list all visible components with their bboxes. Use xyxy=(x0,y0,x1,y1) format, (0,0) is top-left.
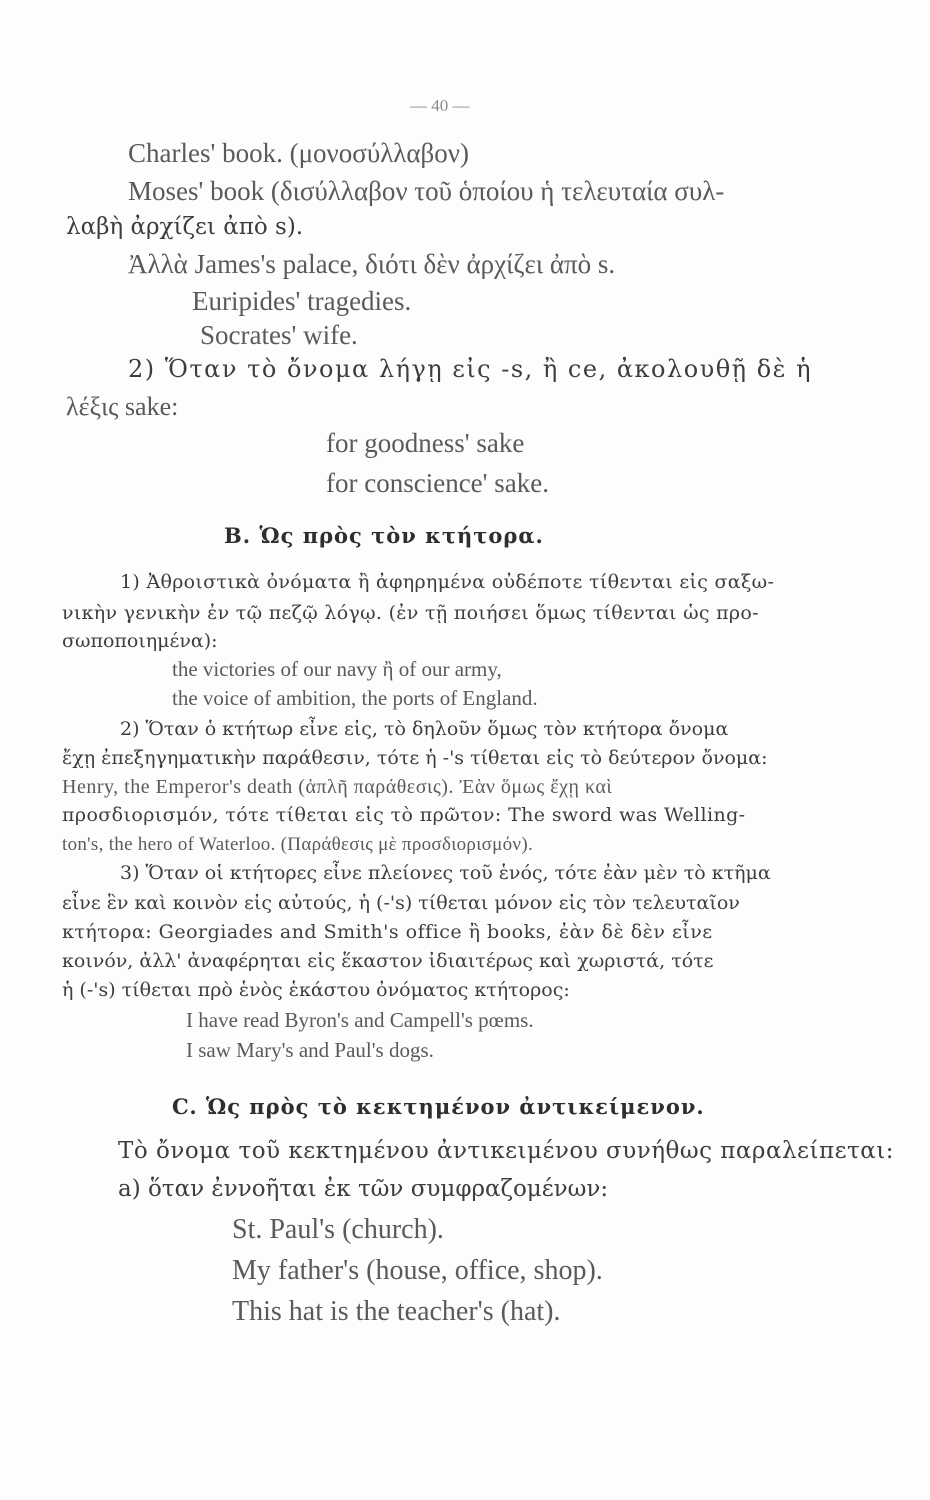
text-line: 2) Ὅταν τὸ ὄνομα λήγῃ εἰς -s, ἢ ce, ἀκολουθῇ δὲ ἡ xyxy=(128,355,813,383)
text-line: for conscience' sake. xyxy=(326,468,550,498)
text-line: λαβὴ ἀρχίζει ἀπὸ s). xyxy=(66,214,304,240)
text-line: St. Paul's (church). xyxy=(232,1214,444,1245)
text-line: ἡ (-'s) τίθεται πρὸ ἑνὸς ἑκάστου ὀνόματος κτήτορος: xyxy=(62,979,570,1001)
text-line: Euripides' tragedies. xyxy=(192,286,412,316)
text-line: νικὴν γενικὴν ἐν τῷ πεζῷ λόγῳ. (ἐν τῇ ποιήσει ὅμως τίθενται ὡς προ- xyxy=(62,602,759,624)
text-line: This hat is the teacher's (hat). xyxy=(232,1296,561,1327)
text-line: Τὸ ὄνομα τοῦ κεκτημένου ἀντικειμένου συνήθως παραλείπεται: xyxy=(118,1138,895,1164)
page-number: — 40 — xyxy=(410,96,470,115)
text-line: εἶνε ἓν καὶ κοινὸν εἰς αὐτούς, ἡ (-'s) τίθεται μόνον εἰς τὸν τελευταῖον xyxy=(62,892,740,914)
text-line: My father's (house, office, shop). xyxy=(232,1255,603,1286)
text-line: 2) Ὅταν ὁ κτήτωρ εἶνε εἰς, τὸ δηλοῦν ὅμως τὸν κτήτορα ὄνομα xyxy=(120,718,729,740)
text-line: the voice of ambition, the ports of England. xyxy=(172,686,538,710)
text-line: κοινόν, ἀλλ' ἀναφέρηται εἰς ἕκαστον ἰδιαιτέρως καὶ χωριστά, τότε xyxy=(62,950,714,972)
section-heading-b: B. Ὡς πρὸς τὸν κτήτορα. xyxy=(224,523,544,548)
text-line: 1) Ἀθροιστικὰ ὀνόματα ἢ ἀφηρημένα οὐδέποτε τίθενται εἰς σαξω- xyxy=(120,571,775,593)
text-line: λέξις sake: xyxy=(66,392,179,421)
text-line: I saw Mary's and Paul's dogs. xyxy=(186,1038,434,1062)
text-line: Charles' book. (μονοσύλλαβον) xyxy=(128,138,469,168)
text-line: ton's, the hero of Waterloo. (Παράθεσις μὲ προσδιορισμόν). xyxy=(62,834,533,855)
section-heading-c: C. Ὡς πρὸς τὸ κεκτημένον ἀντικείμενον. xyxy=(172,1094,705,1119)
text-line: for goodness' sake xyxy=(326,428,525,458)
text-line: I have read Byron's and Campell's pœms. xyxy=(186,1008,534,1032)
text-line: Moses' book (δισύλλαβον τοῦ ὁποίου ἡ τελευταία συλ- xyxy=(128,176,725,206)
text-line: προσδιορισμόν, τότε τίθεται εἰς τὸ πρῶτον: The sword was Welling- xyxy=(62,804,746,826)
text-line: σωποποιημένα): xyxy=(62,630,218,652)
text-line: 3) Ὅταν οἱ κτήτορες εἶνε πλείονες τοῦ ἑνός, τότε ἐὰν μὲν τὸ κτῆμα xyxy=(120,862,771,884)
text-line: Ἀλλὰ James's palace, διότι δὲν ἀρχίζει ἀπὸ s. xyxy=(128,249,616,279)
text-line: Socrates' wife. xyxy=(200,320,358,350)
text-line: κτήτορα: Georgiades and Smith's office ἢ books, ἐὰν δὲ δὲν εἶνε xyxy=(62,921,713,943)
text-line: ἔχῃ ἐπεξηγηματικὴν παράθεσιν, τότε ἡ -'s τίθεται εἰς τὸ δεύτερον ὄνομα: xyxy=(62,747,768,769)
text-line: the victories of our navy ἢ of our army, xyxy=(172,657,502,681)
text-line: a) ὅταν ἐννοῆται ἐκ τῶν συμφραζομένων: xyxy=(118,1176,609,1202)
text-line: Henry, the Emperor's death (ἁπλῆ παράθεσις). Ἐὰν ὅμως ἔχῃ καὶ xyxy=(62,776,613,798)
